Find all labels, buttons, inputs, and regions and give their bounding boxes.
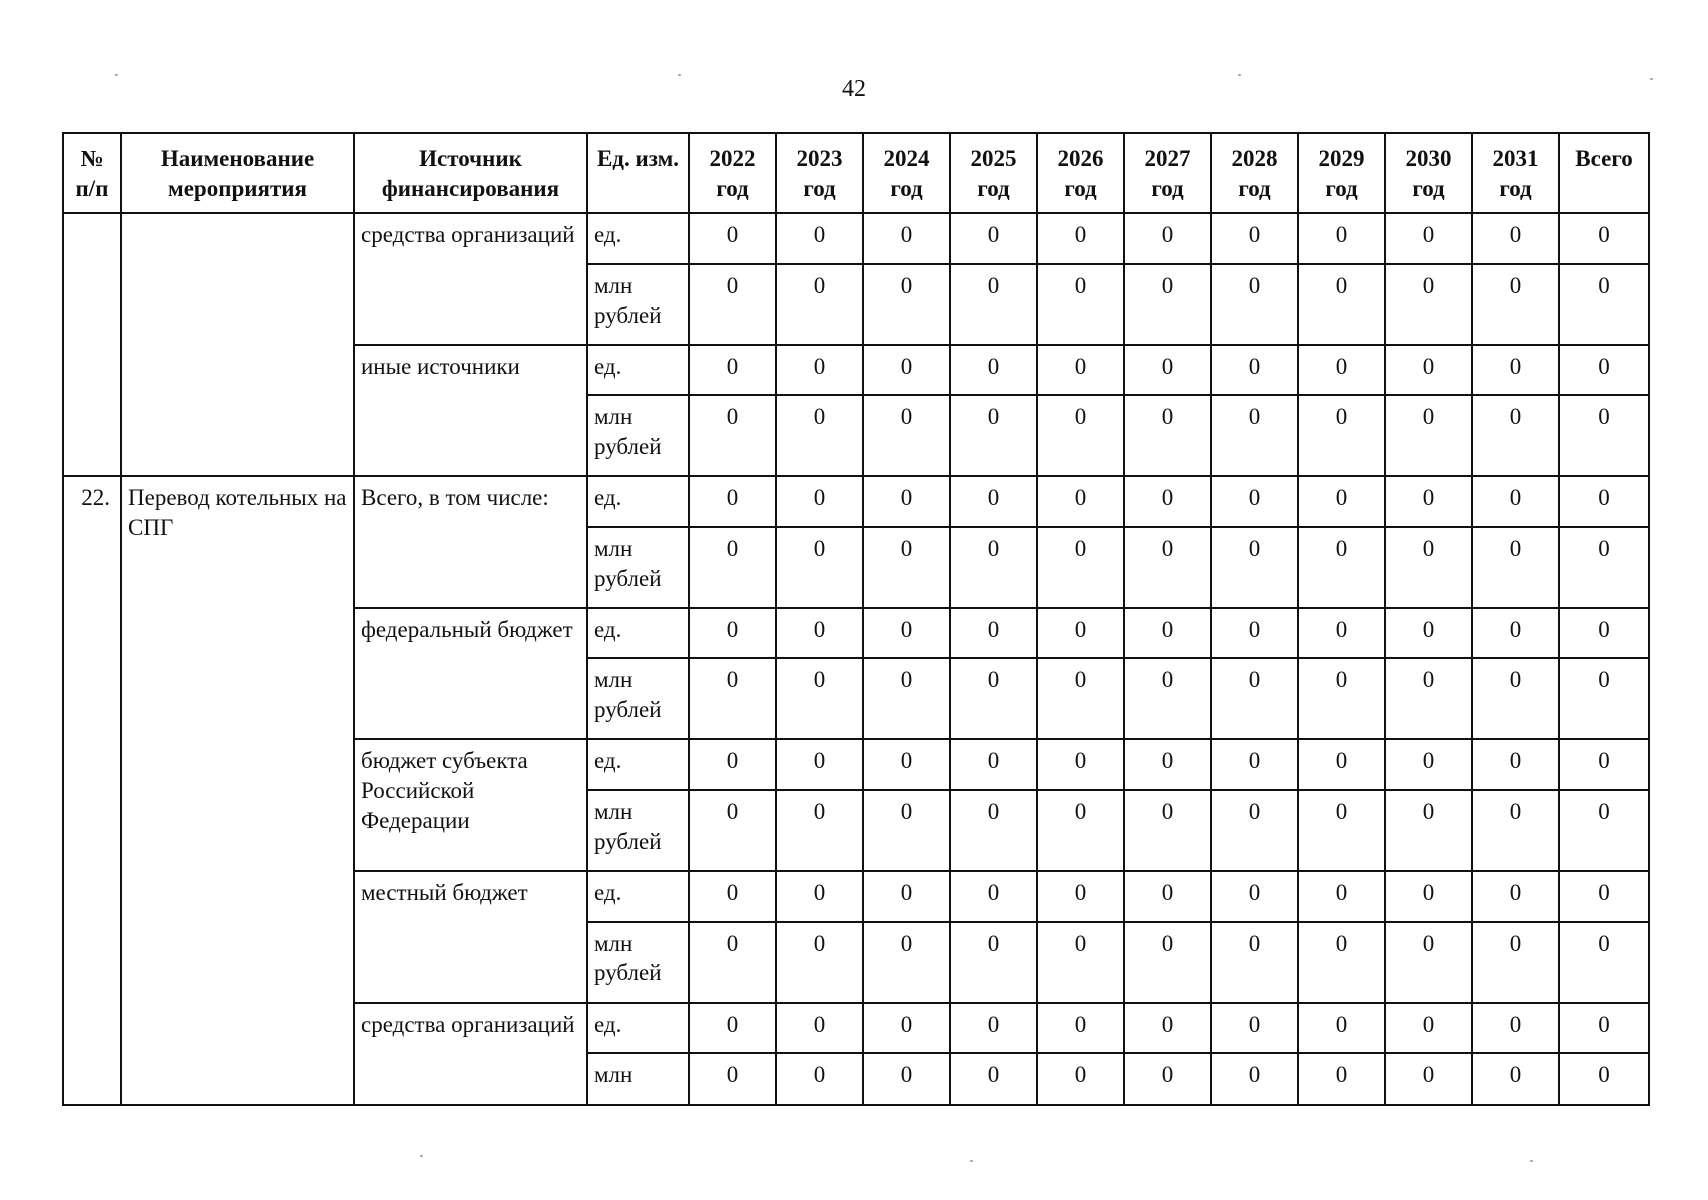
value-cell: 0 (950, 527, 1037, 608)
value-cell: 0 (689, 739, 776, 790)
value-cell: 0 (1472, 527, 1559, 608)
value-cell: 0 (1298, 264, 1385, 345)
value-cell: 0 (1211, 527, 1298, 608)
value-cell: 0 (1385, 345, 1472, 396)
value-cell: 0 (776, 476, 863, 527)
value-cell: 0 (1472, 922, 1559, 1003)
value-cell: 0 (1211, 395, 1298, 476)
unit-cell: млн рублей (587, 527, 689, 608)
value-cell: 0 (1298, 790, 1385, 871)
scan-speck (678, 74, 681, 76)
value-cell: 0 (1298, 1053, 1385, 1105)
value-cell: 0 (950, 264, 1037, 345)
scan-speck (115, 74, 118, 76)
value-cell: 0 (1472, 790, 1559, 871)
value-cell: 0 (1037, 476, 1124, 527)
value-cell: 0 (1472, 1053, 1559, 1105)
value-cell: 0 (1037, 658, 1124, 739)
value-cell: 0 (689, 395, 776, 476)
value-cell: 0 (1124, 1053, 1211, 1105)
total-cell: 0 (1559, 922, 1649, 1003)
value-cell: 0 (689, 922, 776, 1003)
total-cell: 0 (1559, 395, 1649, 476)
unit-cell: млн рублей (587, 395, 689, 476)
value-cell: 0 (1124, 1003, 1211, 1054)
value-cell: 0 (1385, 476, 1472, 527)
header-year: 2022 год (689, 133, 776, 213)
value-cell: 0 (1298, 213, 1385, 264)
value-cell: 0 (1124, 658, 1211, 739)
value-cell: 0 (689, 1003, 776, 1054)
value-cell: 0 (950, 871, 1037, 922)
table-header-row (63, 133, 1649, 213)
value-cell: 0 (863, 871, 950, 922)
value-cell: 0 (1211, 922, 1298, 1003)
value-cell: 0 (863, 264, 950, 345)
value-cell: 0 (1472, 476, 1559, 527)
total-cell: 0 (1559, 345, 1649, 396)
value-cell: 0 (1037, 213, 1124, 264)
value-cell: 0 (776, 871, 863, 922)
value-cell: 0 (1124, 345, 1211, 396)
value-cell: 0 (1211, 476, 1298, 527)
value-cell: 0 (776, 790, 863, 871)
value-cell: 0 (863, 790, 950, 871)
value-cell: 0 (776, 395, 863, 476)
value-cell: 0 (1037, 739, 1124, 790)
scan-speck (420, 1155, 423, 1157)
value-cell: 0 (689, 658, 776, 739)
value-cell: 0 (1037, 264, 1124, 345)
value-cell: 0 (689, 1053, 776, 1105)
value-cell: 0 (863, 922, 950, 1003)
value-cell: 0 (1211, 1003, 1298, 1054)
value-cell: 0 (1124, 871, 1211, 922)
total-cell: 0 (1559, 264, 1649, 345)
value-cell: 0 (863, 1053, 950, 1105)
header-year: 2023 год (776, 133, 863, 213)
funding-source: Всего, в том числе: (354, 476, 587, 608)
table-row (63, 213, 1649, 264)
value-cell: 0 (1385, 264, 1472, 345)
funding-source: местный бюджет (354, 871, 587, 1003)
value-cell: 0 (950, 345, 1037, 396)
value-cell: 0 (863, 527, 950, 608)
value-cell: 0 (1298, 345, 1385, 396)
value-cell: 0 (950, 739, 1037, 790)
value-cell: 0 (1037, 1053, 1124, 1105)
value-cell: 0 (1385, 922, 1472, 1003)
value-cell: 0 (689, 790, 776, 871)
total-cell: 0 (1559, 871, 1649, 922)
financing-table (62, 132, 1650, 1106)
value-cell: 0 (1472, 345, 1559, 396)
header-name: Наименование мероприятия (121, 133, 354, 213)
unit-cell: млн (587, 1053, 689, 1105)
value-cell: 0 (1211, 658, 1298, 739)
value-cell: 0 (1298, 739, 1385, 790)
value-cell: 0 (1385, 1053, 1472, 1105)
value-cell: 0 (863, 608, 950, 659)
value-cell: 0 (1037, 345, 1124, 396)
value-cell: 0 (1037, 922, 1124, 1003)
value-cell: 0 (689, 213, 776, 264)
value-cell: 0 (950, 395, 1037, 476)
value-cell: 0 (689, 476, 776, 527)
unit-cell: ед. (587, 739, 689, 790)
value-cell: 0 (1037, 395, 1124, 476)
header-year: 2030 год (1385, 133, 1472, 213)
value-cell: 0 (1298, 658, 1385, 739)
value-cell: 0 (950, 1003, 1037, 1054)
header-no: № п/п (63, 133, 121, 213)
value-cell: 0 (1385, 739, 1472, 790)
item-number: 22. (63, 476, 121, 1105)
header-year: 2029 год (1298, 133, 1385, 213)
value-cell: 0 (950, 1053, 1037, 1105)
value-cell: 0 (1472, 871, 1559, 922)
value-cell: 0 (950, 608, 1037, 659)
value-cell: 0 (950, 213, 1037, 264)
value-cell: 0 (1385, 395, 1472, 476)
value-cell: 0 (1211, 264, 1298, 345)
header-year: 2025 год (950, 133, 1037, 213)
header-total: Всего (1559, 133, 1649, 213)
value-cell: 0 (863, 476, 950, 527)
header-source: Источник финансирования (354, 133, 587, 213)
scan-speck (1530, 1160, 1533, 1162)
value-cell: 0 (1037, 1003, 1124, 1054)
value-cell: 0 (776, 1003, 863, 1054)
total-cell: 0 (1559, 213, 1649, 264)
item-number (63, 213, 121, 476)
value-cell: 0 (863, 658, 950, 739)
unit-cell: ед. (587, 213, 689, 264)
scan-speck (1650, 78, 1653, 80)
value-cell: 0 (863, 395, 950, 476)
value-cell: 0 (1385, 608, 1472, 659)
header-year: 2027 год (1124, 133, 1211, 213)
total-cell: 0 (1559, 476, 1649, 527)
value-cell: 0 (950, 922, 1037, 1003)
page-number: 42 (842, 76, 866, 102)
scan-speck (1238, 74, 1241, 76)
value-cell: 0 (689, 345, 776, 396)
unit-cell: ед. (587, 871, 689, 922)
value-cell: 0 (1124, 608, 1211, 659)
total-cell: 0 (1559, 527, 1649, 608)
value-cell: 0 (863, 1003, 950, 1054)
total-cell: 0 (1559, 658, 1649, 739)
value-cell: 0 (1211, 1053, 1298, 1105)
value-cell: 0 (776, 264, 863, 345)
value-cell: 0 (1385, 871, 1472, 922)
value-cell: 0 (1385, 1003, 1472, 1054)
value-cell: 0 (1472, 395, 1559, 476)
value-cell: 0 (863, 739, 950, 790)
total-cell: 0 (1559, 1053, 1649, 1105)
value-cell: 0 (776, 345, 863, 396)
value-cell: 0 (1385, 527, 1472, 608)
unit-cell: млн рублей (587, 790, 689, 871)
total-cell: 0 (1559, 790, 1649, 871)
value-cell: 0 (1124, 739, 1211, 790)
header-year: 2026 год (1037, 133, 1124, 213)
value-cell: 0 (1124, 213, 1211, 264)
value-cell: 0 (950, 658, 1037, 739)
unit-cell: ед. (587, 476, 689, 527)
value-cell: 0 (1298, 476, 1385, 527)
value-cell: 0 (776, 739, 863, 790)
value-cell: 0 (1124, 395, 1211, 476)
value-cell: 0 (1385, 213, 1472, 264)
value-cell: 0 (1211, 213, 1298, 264)
value-cell: 0 (1472, 213, 1559, 264)
unit-cell: млн рублей (587, 264, 689, 345)
funding-source: иные источники (354, 345, 587, 477)
value-cell: 0 (1037, 608, 1124, 659)
scan-speck (970, 1160, 973, 1162)
item-name (121, 213, 354, 476)
value-cell: 0 (950, 790, 1037, 871)
unit-cell: ед. (587, 1003, 689, 1054)
value-cell: 0 (1298, 1003, 1385, 1054)
value-cell: 0 (1298, 922, 1385, 1003)
item-name: Перевод котельных на СПГ (121, 476, 354, 1105)
value-cell: 0 (1385, 658, 1472, 739)
value-cell: 0 (1298, 871, 1385, 922)
value-cell: 0 (863, 213, 950, 264)
value-cell: 0 (689, 527, 776, 608)
value-cell: 0 (1211, 790, 1298, 871)
value-cell: 0 (1124, 527, 1211, 608)
value-cell: 0 (863, 345, 950, 396)
value-cell: 0 (1298, 608, 1385, 659)
header-unit: Ед. изм. (587, 133, 689, 213)
value-cell: 0 (776, 658, 863, 739)
value-cell: 0 (1211, 871, 1298, 922)
value-cell: 0 (1385, 790, 1472, 871)
header-year: 2031 год (1472, 133, 1559, 213)
funding-source: бюджет субъекта Российской Федерации (354, 739, 587, 871)
header-year: 2024 год (863, 133, 950, 213)
value-cell: 0 (1298, 395, 1385, 476)
value-cell: 0 (1472, 658, 1559, 739)
total-cell: 0 (1559, 608, 1649, 659)
value-cell: 0 (776, 608, 863, 659)
unit-cell: млн рублей (587, 922, 689, 1003)
value-cell: 0 (1124, 922, 1211, 1003)
value-cell: 0 (1472, 608, 1559, 659)
value-cell: 0 (776, 213, 863, 264)
value-cell: 0 (1037, 790, 1124, 871)
funding-source: средства организаций (354, 1003, 587, 1105)
value-cell: 0 (689, 871, 776, 922)
unit-cell: ед. (587, 345, 689, 396)
value-cell: 0 (950, 476, 1037, 527)
unit-cell: ед. (587, 608, 689, 659)
funding-source: федеральный бюджет (354, 608, 587, 740)
value-cell: 0 (1211, 739, 1298, 790)
value-cell: 0 (1472, 739, 1559, 790)
value-cell: 0 (1124, 264, 1211, 345)
table-row (63, 476, 1649, 527)
value-cell: 0 (1472, 1003, 1559, 1054)
value-cell: 0 (776, 527, 863, 608)
unit-cell: млн рублей (587, 658, 689, 739)
value-cell: 0 (1298, 527, 1385, 608)
total-cell: 0 (1559, 1003, 1649, 1054)
value-cell: 0 (776, 1053, 863, 1105)
value-cell: 0 (776, 922, 863, 1003)
value-cell: 0 (689, 608, 776, 659)
value-cell: 0 (1124, 790, 1211, 871)
total-cell: 0 (1559, 739, 1649, 790)
value-cell: 0 (1211, 608, 1298, 659)
header-year: 2028 год (1211, 133, 1298, 213)
funding-source: средства организаций (354, 213, 587, 345)
value-cell: 0 (1037, 527, 1124, 608)
value-cell: 0 (1211, 345, 1298, 396)
value-cell: 0 (1472, 264, 1559, 345)
value-cell: 0 (689, 264, 776, 345)
value-cell: 0 (1037, 871, 1124, 922)
value-cell: 0 (1124, 476, 1211, 527)
